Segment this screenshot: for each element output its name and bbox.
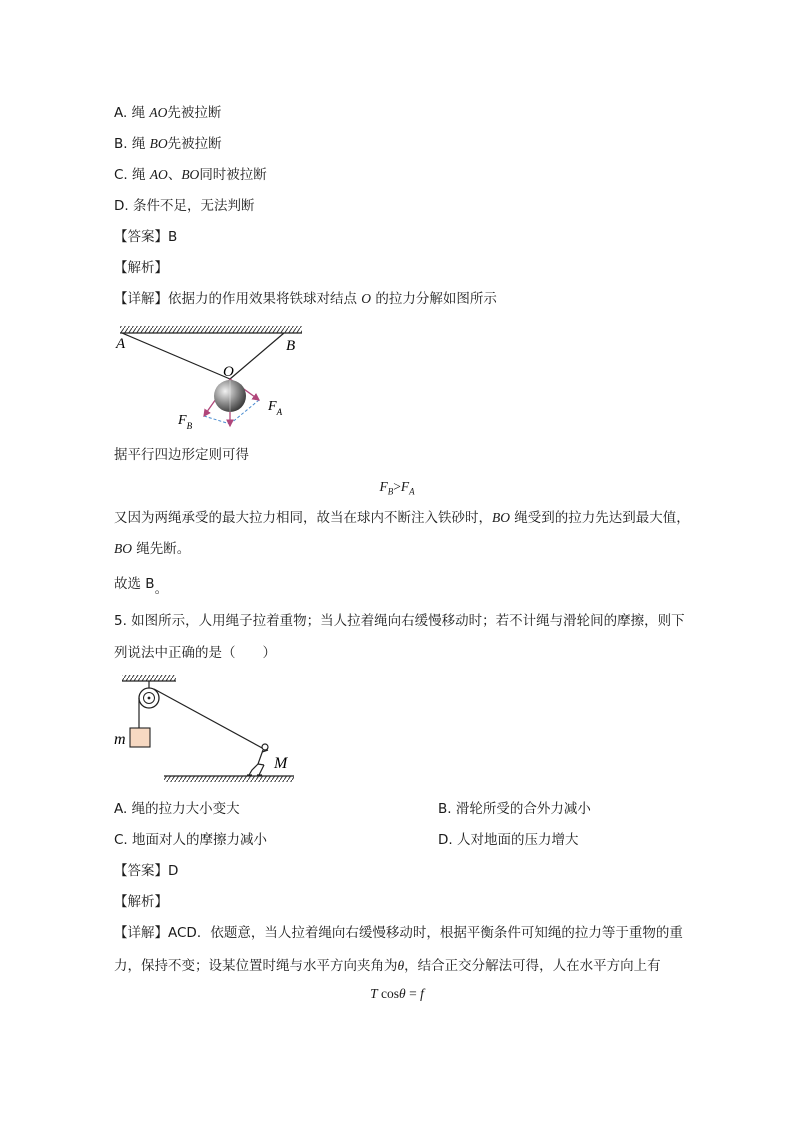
- rope: [154, 689, 264, 749]
- label-a: A: [116, 336, 126, 352]
- ceiling: [120, 326, 302, 333]
- answer-line: [114, 227, 177, 247]
- q5-option-c: C. 地面对人的摩擦力减小: [114, 832, 268, 848]
- q5-option-a: A. 绳的拉力大小变大: [114, 801, 240, 817]
- answer-value: B: [168, 229, 178, 245]
- ceiling: [122, 675, 176, 681]
- q5-detail-line-2: 力，保持不变；设某位置时绳与水平方向夹角为θ，结合正交分解法可得，人在水平方向上有: [114, 958, 661, 974]
- force-decomposition-figure: [112, 322, 312, 434]
- q5-analysis-label: 【解析】: [114, 894, 168, 910]
- q5-detail-line-1: 【详解】ACD．依题意，当人拉着绳向右缓慢移动时，根据平衡条件可知绳的拉力等于重物的重: [114, 925, 683, 941]
- q5-formula: T cosθ = f: [370, 986, 424, 1001]
- label-o: O: [223, 364, 234, 380]
- option-d: D. 条件不足，无法判断: [114, 198, 255, 214]
- person: [247, 744, 268, 775]
- label-M: M: [274, 755, 288, 772]
- weight-block: [130, 728, 150, 747]
- analysis-label: 【解析】: [114, 260, 168, 276]
- label-m: m: [114, 731, 126, 748]
- label-fa: $F_A$: [268, 399, 283, 417]
- detail-line: 【详解】依据力的作用效果将铁球对结点 O 的拉力分解如图所示: [114, 291, 497, 307]
- conclusion: 故选 B。: [114, 576, 169, 597]
- rope-ao: [122, 333, 230, 379]
- label-b: B: [286, 338, 296, 354]
- formula-fb-gt-fa: $F_B>F_A$: [379, 479, 415, 497]
- ground: [164, 776, 294, 782]
- answer-label: 【答案】: [114, 229, 168, 245]
- q5-option-d: D. 人对地面的压力增大: [438, 832, 579, 848]
- reason-line-2: BO 绳先断。: [114, 541, 191, 557]
- answer-label: 【答案】: [114, 863, 168, 879]
- q5-stem-line-1: 5. 如图所示，人用绳子拉着重物；当人拉着绳向右缓慢移动时；若不计绳与滑轮间的摩擦，则下: [114, 613, 685, 629]
- answer-value: D: [168, 863, 179, 879]
- option-c: C. 绳 AO、BO同时被拉断: [114, 167, 267, 183]
- q5-option-b: B. 滑轮所受的合外力减小: [438, 801, 591, 817]
- q5-answer-line: [114, 861, 178, 881]
- reason-line-1: 又因为两绳承受的最大拉力相同，故当在球内不断注入铁砂时，BO 绳受到的拉力先达到最大值，: [114, 510, 690, 526]
- q5-stem-line-2: 列说法中正确的是（ ）: [114, 645, 276, 661]
- rope-bo: [230, 333, 284, 379]
- parallelogram-rule: 据平行四边形定则可得: [114, 447, 249, 463]
- option-b: B. 绳 BO先被拉断: [114, 136, 222, 152]
- pulley-figure: [112, 672, 298, 786]
- option-a: A. 绳 AO先被拉断: [114, 105, 222, 121]
- label-fb: $F_B$: [178, 413, 193, 431]
